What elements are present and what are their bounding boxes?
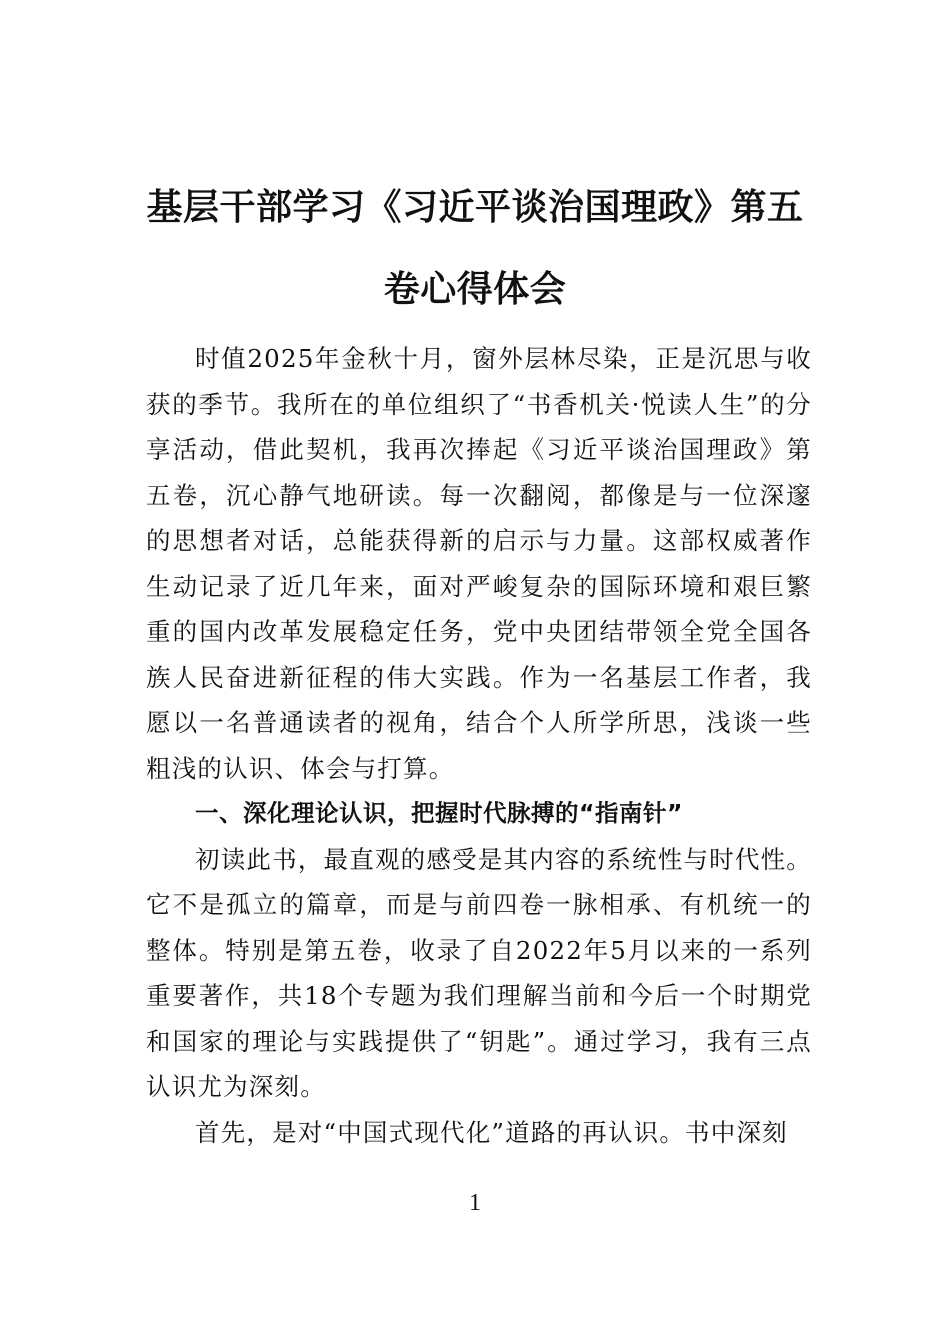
page-number: 1 [469, 1190, 481, 1216]
section-heading: 一、深化理论认识，把握时代脉搏的“指南针” [195, 799, 683, 827]
section-paragraph: 初读此书，最直观的感受是其内容的系统性与时代性。它不是孤立的篇章，而是与前四卷一脉相承、有机统一的整体。特别是第五卷，收录了自2022年5月以来的一系列重要著作，共18个专题为我们理解当前和今后一个时期党和国家的理论与实践提供了“钥匙”。通过学习，我有三点认识尤为深刻。 [146, 844, 812, 1101]
intro-paragraph: 时值2025年金秋十月，窗外层林尽染，正是沉思与收获的季节。我所在的单位组织了“书香机关·悦读人生”的分享活动，借此契机，我再次捧起《习近平谈治国理政》第五卷，沉心静气地研读。每一次翻阅，都像是与一位深邃的思想者对话，总能获得新的启示与力量。这部权威著作生动记录了近几年来，面对严峻复杂的国际环境和艰巨繁重的国内改革发展稳定任务，党中央团结带领全党全国各族人民奋进新征程的伟大实践。作为一名基层工作者，我愿以一名普通读者的视角，结合个人所学所思，浅谈一些粗浅的认识、体会与打算。 [146, 344, 812, 783]
section-paragraph: 首先，是对“中国式现代化”道路的再认识。书中深刻 [195, 1117, 788, 1147]
document-title: 基层干部学习《习近平谈治国理政》第五卷心得体会 [146, 186, 804, 310]
document-body [146, 336, 812, 1155]
